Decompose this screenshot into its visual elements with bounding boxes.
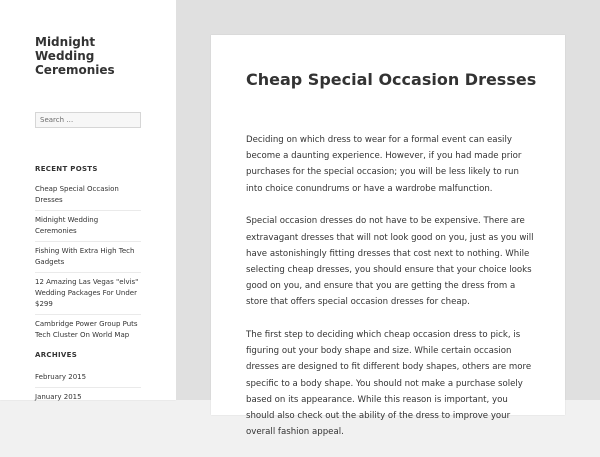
- archive-link[interactable]: January 2015: [35, 393, 82, 401]
- article-paragraph: Deciding on which dress to wear for a formal event can easily become a daunting experience. However, if you had made prior purchases for the special occasion; you will be less likely to run into choice conundrums or have a wardrobe malfunction.: [246, 135, 522, 194]
- archive-link[interactable]: February 2015: [35, 373, 87, 381]
- recent-posts-list: [35, 180, 141, 345]
- list-item: [35, 272, 141, 314]
- article-title: Cheap Special Occasion Dresses: [246, 70, 537, 89]
- article-card: [211, 35, 565, 438]
- article-body: [246, 132, 536, 457]
- recent-post-link[interactable]: Fishing With Extra High Tech Gadgets: [35, 247, 135, 266]
- article-paragraph: The first step to deciding which cheap occasion dress to pick, is figuring out your body shape and size. While certain occasion dresses are designed to fit different body shapes, others are more specific to a body shape. You should not make a purchase solely based on its appearance. While this reason is important, you should also check out the ability of the dress to improve your overall fashion appeal.: [246, 330, 532, 438]
- list-item: [35, 241, 141, 272]
- list-item: [35, 314, 141, 345]
- list-item: [35, 387, 141, 407]
- recent-post-link[interactable]: Midnight Wedding Ceremonies: [35, 216, 99, 235]
- sidebar: [0, 0, 176, 400]
- site-title[interactable]: Midnight Wedding Ceremonies: [35, 35, 115, 77]
- recent-post-link[interactable]: Cambridge Power Group Puts Tech Cluster On World Map: [35, 320, 138, 339]
- list-item: [35, 210, 141, 241]
- recent-post-link[interactable]: 12 Amazing Las Vegas "elvis" Wedding Packages For Under $299: [35, 278, 139, 308]
- list-item: [35, 180, 141, 210]
- archives-list: [35, 368, 141, 407]
- recent-posts-heading: RECENT POSTS: [35, 165, 98, 173]
- archives-heading: ARCHIVES: [35, 351, 78, 359]
- recent-post-link[interactable]: Cheap Special Occasion Dresses: [35, 185, 119, 204]
- article-paragraph: Special occasion dresses do not have to be expensive. There are extravagant dresses that will not look good on you, just as you will have astonishingly fitting dresses that cost next to nothing. While selecting cheap dresses, you should ensure that your choice looks good on you, and ensure that you are getting the dress from a store that offers special occasion dresses for cheap.: [246, 216, 534, 308]
- search-input[interactable]: [35, 112, 141, 128]
- list-item: [35, 368, 141, 387]
